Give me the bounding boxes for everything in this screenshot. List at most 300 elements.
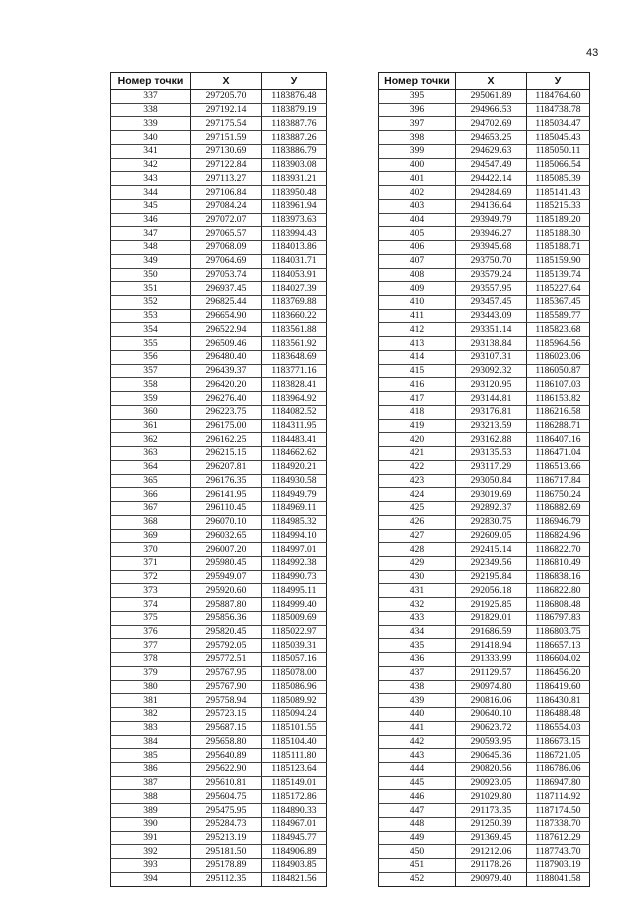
point-number-cell: 337 — [111, 90, 191, 104]
y-coordinate-cell: 1187338.70 — [527, 817, 590, 831]
y-coordinate-cell: 1186288.71 — [527, 419, 590, 433]
table-row — [111, 666, 327, 680]
y-coordinate-cell: 1186471.04 — [527, 447, 590, 461]
table-row — [111, 611, 327, 625]
point-number-cell: 386 — [111, 762, 191, 776]
x-coordinate-cell: 293019.69 — [456, 488, 527, 502]
y-coordinate-cell: 1186946.79 — [527, 515, 590, 529]
y-coordinate-cell: 1185189.20 — [527, 213, 590, 227]
y-coordinate-cell: 1187174.50 — [527, 804, 590, 818]
table-row — [111, 749, 327, 763]
point-number-cell: 446 — [379, 790, 456, 804]
table-row — [379, 282, 590, 296]
y-coordinate-cell: 1185009.69 — [262, 611, 327, 625]
x-coordinate-cell: 293092.32 — [456, 364, 527, 378]
table-row — [111, 364, 327, 378]
y-coordinate-cell: 1183961.94 — [262, 199, 327, 213]
x-coordinate-cell: 293135.53 — [456, 447, 527, 461]
table-row — [111, 556, 327, 570]
point-number-cell: 417 — [379, 392, 456, 406]
table-header-row — [379, 73, 590, 90]
x-coordinate-cell: 291029.80 — [456, 790, 527, 804]
x-coordinate-cell: 291686.59 — [456, 625, 527, 639]
point-number-cell: 440 — [379, 708, 456, 722]
table-row — [111, 460, 327, 474]
point-number-cell: 373 — [111, 584, 191, 598]
x-coordinate-cell: 290820.56 — [456, 762, 527, 776]
y-coordinate-cell: 1183886.79 — [262, 144, 327, 158]
header-point-number: Номер точки — [379, 73, 456, 90]
y-coordinate-cell: 1186717.84 — [527, 474, 590, 488]
y-coordinate-cell: 1183876.48 — [262, 90, 327, 104]
point-number-cell: 380 — [111, 680, 191, 694]
y-coordinate-cell: 1184969.11 — [262, 502, 327, 516]
x-coordinate-cell: 292056.18 — [456, 584, 527, 598]
point-number-cell: 352 — [111, 296, 191, 310]
y-coordinate-cell: 1186657.13 — [527, 639, 590, 653]
table-row — [111, 419, 327, 433]
table-row — [111, 639, 327, 653]
x-coordinate-cell: 294966.53 — [456, 103, 527, 117]
y-coordinate-cell: 1183903.08 — [262, 158, 327, 172]
point-number-cell: 448 — [379, 817, 456, 831]
point-number-cell: 404 — [379, 213, 456, 227]
y-coordinate-cell: 1185039.31 — [262, 639, 327, 653]
table-row — [111, 570, 327, 584]
x-coordinate-cell: 295687.15 — [191, 721, 262, 735]
x-coordinate-cell: 297175.54 — [191, 117, 262, 131]
x-coordinate-cell: 294629.63 — [456, 144, 527, 158]
x-coordinate-cell: 293557.95 — [456, 282, 527, 296]
point-number-cell: 357 — [111, 364, 191, 378]
coordinates-table-right — [378, 72, 590, 887]
y-coordinate-cell: 1185215.33 — [527, 199, 590, 213]
point-number-cell: 372 — [111, 570, 191, 584]
point-number-cell: 400 — [379, 158, 456, 172]
table-row — [379, 817, 590, 831]
table-row — [379, 199, 590, 213]
table-row — [111, 831, 327, 845]
y-coordinate-cell: 1183887.76 — [262, 117, 327, 131]
point-number-cell: 383 — [111, 721, 191, 735]
x-coordinate-cell: 293138.84 — [456, 337, 527, 351]
y-coordinate-cell: 1186554.03 — [527, 721, 590, 735]
table-row — [111, 103, 327, 117]
point-number-cell: 379 — [111, 666, 191, 680]
point-number-cell: 394 — [111, 872, 191, 886]
y-coordinate-cell: 1185589.77 — [527, 309, 590, 323]
y-coordinate-cell: 1183561.92 — [262, 337, 327, 351]
y-coordinate-cell: 1183828.41 — [262, 378, 327, 392]
y-coordinate-cell: 1184013.86 — [262, 241, 327, 255]
y-coordinate-cell: 1185050.11 — [527, 144, 590, 158]
point-number-cell: 395 — [379, 90, 456, 104]
y-coordinate-cell: 1184031.71 — [262, 254, 327, 268]
x-coordinate-cell: 291129.57 — [456, 666, 527, 680]
y-coordinate-cell: 1184662.62 — [262, 447, 327, 461]
point-number-cell: 432 — [379, 598, 456, 612]
y-coordinate-cell: 1187743.70 — [527, 845, 590, 859]
x-coordinate-cell: 296175.00 — [191, 419, 262, 433]
x-coordinate-cell: 295604.75 — [191, 790, 262, 804]
coordinates-table-left — [110, 72, 327, 887]
point-number-cell: 409 — [379, 282, 456, 296]
y-coordinate-cell: 1186808.48 — [527, 598, 590, 612]
point-number-cell: 367 — [111, 502, 191, 516]
table-row — [379, 405, 590, 419]
y-coordinate-cell: 1184990.73 — [262, 570, 327, 584]
point-number-cell: 449 — [379, 831, 456, 845]
x-coordinate-cell: 296110.45 — [191, 502, 262, 516]
point-number-cell: 381 — [111, 694, 191, 708]
table-row — [111, 309, 327, 323]
y-coordinate-cell: 1185188.30 — [527, 227, 590, 241]
point-number-cell: 338 — [111, 103, 191, 117]
point-number-cell: 368 — [111, 515, 191, 529]
y-coordinate-cell: 1185823.68 — [527, 323, 590, 337]
x-coordinate-cell: 296215.15 — [191, 447, 262, 461]
x-coordinate-cell: 291418.94 — [456, 639, 527, 653]
y-coordinate-cell: 1186721.05 — [527, 749, 590, 763]
y-coordinate-cell: 1187612.29 — [527, 831, 590, 845]
table-row — [379, 90, 590, 104]
table-row — [111, 708, 327, 722]
table-row — [379, 447, 590, 461]
point-number-cell: 364 — [111, 460, 191, 474]
table-row — [379, 460, 590, 474]
x-coordinate-cell: 296937.45 — [191, 282, 262, 296]
point-number-cell: 408 — [379, 268, 456, 282]
x-coordinate-cell: 295920.60 — [191, 584, 262, 598]
y-coordinate-cell: 1184906.89 — [262, 845, 327, 859]
table-row — [379, 296, 590, 310]
point-number-cell: 433 — [379, 611, 456, 625]
table-row — [111, 543, 327, 557]
x-coordinate-cell: 296276.40 — [191, 392, 262, 406]
y-coordinate-cell: 1184949.79 — [262, 488, 327, 502]
x-coordinate-cell: 293120.95 — [456, 378, 527, 392]
page-number: 43 — [586, 47, 599, 59]
x-coordinate-cell: 293945.68 — [456, 241, 527, 255]
table-row — [111, 845, 327, 859]
y-coordinate-cell: 1184764.60 — [527, 90, 590, 104]
point-number-cell: 401 — [379, 172, 456, 186]
point-number-cell: 344 — [111, 186, 191, 200]
table-row — [379, 611, 590, 625]
x-coordinate-cell: 296007.20 — [191, 543, 262, 557]
y-coordinate-cell: 1184483.41 — [262, 433, 327, 447]
table-row — [379, 378, 590, 392]
point-number-cell: 421 — [379, 447, 456, 461]
x-coordinate-cell: 291829.01 — [456, 611, 527, 625]
table-row — [379, 117, 590, 131]
point-number-cell: 361 — [111, 419, 191, 433]
point-number-cell: 444 — [379, 762, 456, 776]
table-row — [111, 447, 327, 461]
y-coordinate-cell: 1184738.78 — [527, 103, 590, 117]
x-coordinate-cell: 294136.64 — [456, 199, 527, 213]
x-coordinate-cell: 297122.84 — [191, 158, 262, 172]
x-coordinate-cell: 292609.05 — [456, 529, 527, 543]
header-x: X — [191, 73, 262, 90]
point-number-cell: 392 — [111, 845, 191, 859]
point-number-cell: 366 — [111, 488, 191, 502]
table-row — [111, 584, 327, 598]
table-row — [379, 570, 590, 584]
point-number-cell: 441 — [379, 721, 456, 735]
table-row — [379, 721, 590, 735]
x-coordinate-cell: 296070.10 — [191, 515, 262, 529]
point-number-cell: 420 — [379, 433, 456, 447]
table-row — [111, 817, 327, 831]
y-coordinate-cell: 1185086.96 — [262, 680, 327, 694]
point-number-cell: 354 — [111, 323, 191, 337]
x-coordinate-cell: 290974.80 — [456, 680, 527, 694]
x-coordinate-cell: 296480.40 — [191, 350, 262, 364]
y-coordinate-cell: 1186822.80 — [527, 584, 590, 598]
x-coordinate-cell: 296654.90 — [191, 309, 262, 323]
x-coordinate-cell: 295475.95 — [191, 804, 262, 818]
x-coordinate-cell: 293176.81 — [456, 405, 527, 419]
table-row — [379, 502, 590, 516]
x-coordinate-cell: 297065.57 — [191, 227, 262, 241]
x-coordinate-cell: 290623.72 — [456, 721, 527, 735]
x-coordinate-cell: 295772.51 — [191, 653, 262, 667]
point-number-cell: 359 — [111, 392, 191, 406]
table-row — [111, 694, 327, 708]
y-coordinate-cell: 1187903.19 — [527, 859, 590, 873]
point-number-cell: 427 — [379, 529, 456, 543]
y-coordinate-cell: 1184945.77 — [262, 831, 327, 845]
table-row — [111, 282, 327, 296]
table-row — [111, 433, 327, 447]
y-coordinate-cell: 1183771.16 — [262, 364, 327, 378]
x-coordinate-cell: 291369.45 — [456, 831, 527, 845]
y-coordinate-cell: 1185964.56 — [527, 337, 590, 351]
y-coordinate-cell: 1186216.58 — [527, 405, 590, 419]
point-number-cell: 438 — [379, 680, 456, 694]
y-coordinate-cell: 1185045.43 — [527, 131, 590, 145]
x-coordinate-cell: 295284.73 — [191, 817, 262, 831]
y-coordinate-cell: 1185101.55 — [262, 721, 327, 735]
x-coordinate-cell: 292349.56 — [456, 556, 527, 570]
table-row — [111, 241, 327, 255]
y-coordinate-cell: 1185141.43 — [527, 186, 590, 200]
x-coordinate-cell: 295061.89 — [456, 90, 527, 104]
y-coordinate-cell: 1183931.21 — [262, 172, 327, 186]
point-number-cell: 356 — [111, 350, 191, 364]
point-number-cell: 340 — [111, 131, 191, 145]
x-coordinate-cell: 295949.07 — [191, 570, 262, 584]
point-number-cell: 389 — [111, 804, 191, 818]
x-coordinate-cell: 292195.84 — [456, 570, 527, 584]
y-coordinate-cell: 1185057.16 — [262, 653, 327, 667]
x-coordinate-cell: 291250.39 — [456, 817, 527, 831]
y-coordinate-cell: 1184999.40 — [262, 598, 327, 612]
y-coordinate-cell: 1185034.47 — [527, 117, 590, 131]
y-coordinate-cell: 1186797.83 — [527, 611, 590, 625]
x-coordinate-cell: 293579.24 — [456, 268, 527, 282]
header-y: У — [527, 73, 590, 90]
point-number-cell: 391 — [111, 831, 191, 845]
point-number-cell: 398 — [379, 131, 456, 145]
table-row — [111, 859, 327, 873]
table-row — [379, 131, 590, 145]
y-coordinate-cell: 1183879.19 — [262, 103, 327, 117]
y-coordinate-cell: 1186673.15 — [527, 735, 590, 749]
table-row — [379, 556, 590, 570]
point-number-cell: 411 — [379, 309, 456, 323]
y-coordinate-cell: 1185089.92 — [262, 694, 327, 708]
point-number-cell: 342 — [111, 158, 191, 172]
point-number-cell: 413 — [379, 337, 456, 351]
table-row — [111, 213, 327, 227]
table-row — [379, 254, 590, 268]
x-coordinate-cell: 296207.81 — [191, 460, 262, 474]
x-coordinate-cell: 296162.25 — [191, 433, 262, 447]
x-coordinate-cell: 292892.37 — [456, 502, 527, 516]
y-coordinate-cell: 1184311.95 — [262, 419, 327, 433]
y-coordinate-cell: 1184967.01 — [262, 817, 327, 831]
y-coordinate-cell: 1186750.24 — [527, 488, 590, 502]
table-row — [379, 392, 590, 406]
y-coordinate-cell: 1183964.92 — [262, 392, 327, 406]
table-row — [379, 735, 590, 749]
table-row — [111, 378, 327, 392]
table-row — [111, 254, 327, 268]
table-row — [379, 543, 590, 557]
table-row — [379, 529, 590, 543]
table-row — [379, 337, 590, 351]
x-coordinate-cell: 295112.35 — [191, 872, 262, 886]
x-coordinate-cell: 293457.45 — [456, 296, 527, 310]
table-row — [379, 653, 590, 667]
x-coordinate-cell: 290593.95 — [456, 735, 527, 749]
x-coordinate-cell: 295767.90 — [191, 680, 262, 694]
x-coordinate-cell: 290979.40 — [456, 872, 527, 886]
x-coordinate-cell: 295723.15 — [191, 708, 262, 722]
point-number-cell: 343 — [111, 172, 191, 186]
table-row — [379, 515, 590, 529]
y-coordinate-cell: 1186153.82 — [527, 392, 590, 406]
point-number-cell: 358 — [111, 378, 191, 392]
y-coordinate-cell: 1184930.58 — [262, 474, 327, 488]
y-coordinate-cell: 1184053.91 — [262, 268, 327, 282]
point-number-cell: 443 — [379, 749, 456, 763]
y-coordinate-cell: 1185104.40 — [262, 735, 327, 749]
x-coordinate-cell: 291925.85 — [456, 598, 527, 612]
table-row — [111, 515, 327, 529]
table-row — [379, 708, 590, 722]
table-row — [111, 721, 327, 735]
y-coordinate-cell: 1184992.38 — [262, 556, 327, 570]
table-row — [379, 625, 590, 639]
table-row — [379, 474, 590, 488]
y-coordinate-cell: 1185367.45 — [527, 296, 590, 310]
table-row — [379, 268, 590, 282]
x-coordinate-cell: 293162.88 — [456, 433, 527, 447]
point-number-cell: 387 — [111, 776, 191, 790]
header-x: X — [456, 73, 527, 90]
x-coordinate-cell: 297151.59 — [191, 131, 262, 145]
point-number-cell: 436 — [379, 653, 456, 667]
point-number-cell: 396 — [379, 103, 456, 117]
table-row — [111, 337, 327, 351]
y-coordinate-cell: 1186023.06 — [527, 350, 590, 364]
point-number-cell: 385 — [111, 749, 191, 763]
x-coordinate-cell: 293946.27 — [456, 227, 527, 241]
x-coordinate-cell: 294653.25 — [456, 131, 527, 145]
table-row — [379, 845, 590, 859]
table-row — [379, 419, 590, 433]
point-number-cell: 345 — [111, 199, 191, 213]
x-coordinate-cell: 297106.84 — [191, 186, 262, 200]
table-row — [111, 474, 327, 488]
point-number-cell: 349 — [111, 254, 191, 268]
x-coordinate-cell: 297084.24 — [191, 199, 262, 213]
x-coordinate-cell: 297205.70 — [191, 90, 262, 104]
x-coordinate-cell: 292415.14 — [456, 543, 527, 557]
header-point-number: Номер точки — [111, 73, 191, 90]
y-coordinate-cell: 1185066.54 — [527, 158, 590, 172]
y-coordinate-cell: 1185172.86 — [262, 790, 327, 804]
y-coordinate-cell: 1186419.60 — [527, 680, 590, 694]
point-number-cell: 350 — [111, 268, 191, 282]
x-coordinate-cell: 291173.35 — [456, 804, 527, 818]
y-coordinate-cell: 1186824.96 — [527, 529, 590, 543]
table-row — [379, 172, 590, 186]
x-coordinate-cell: 295658.80 — [191, 735, 262, 749]
point-number-cell: 412 — [379, 323, 456, 337]
x-coordinate-cell: 295213.19 — [191, 831, 262, 845]
table-row — [379, 694, 590, 708]
table-row — [111, 158, 327, 172]
point-number-cell: 407 — [379, 254, 456, 268]
point-number-cell: 429 — [379, 556, 456, 570]
point-number-cell: 378 — [111, 653, 191, 667]
table-row — [111, 735, 327, 749]
x-coordinate-cell: 294702.69 — [456, 117, 527, 131]
table-row — [379, 680, 590, 694]
y-coordinate-cell: 1186810.49 — [527, 556, 590, 570]
table-row — [111, 598, 327, 612]
table-row — [379, 762, 590, 776]
table-row — [111, 392, 327, 406]
x-coordinate-cell: 295887.80 — [191, 598, 262, 612]
point-number-cell: 397 — [379, 117, 456, 131]
x-coordinate-cell: 295792.05 — [191, 639, 262, 653]
y-coordinate-cell: 1185227.64 — [527, 282, 590, 296]
table-row — [111, 776, 327, 790]
y-coordinate-cell: 1184027.39 — [262, 282, 327, 296]
table-row — [379, 144, 590, 158]
table-row — [379, 433, 590, 447]
point-number-cell: 434 — [379, 625, 456, 639]
y-coordinate-cell: 1186456.20 — [527, 666, 590, 680]
x-coordinate-cell: 296032.65 — [191, 529, 262, 543]
x-coordinate-cell: 291212.06 — [456, 845, 527, 859]
x-coordinate-cell: 295181.50 — [191, 845, 262, 859]
x-coordinate-cell: 295640.89 — [191, 749, 262, 763]
x-coordinate-cell: 293443.09 — [456, 309, 527, 323]
x-coordinate-cell: 293351.14 — [456, 323, 527, 337]
point-number-cell: 347 — [111, 227, 191, 241]
x-coordinate-cell: 291178.26 — [456, 859, 527, 873]
table-row — [379, 213, 590, 227]
x-coordinate-cell: 292830.75 — [456, 515, 527, 529]
y-coordinate-cell: 1184903.85 — [262, 859, 327, 873]
table-row — [111, 90, 327, 104]
